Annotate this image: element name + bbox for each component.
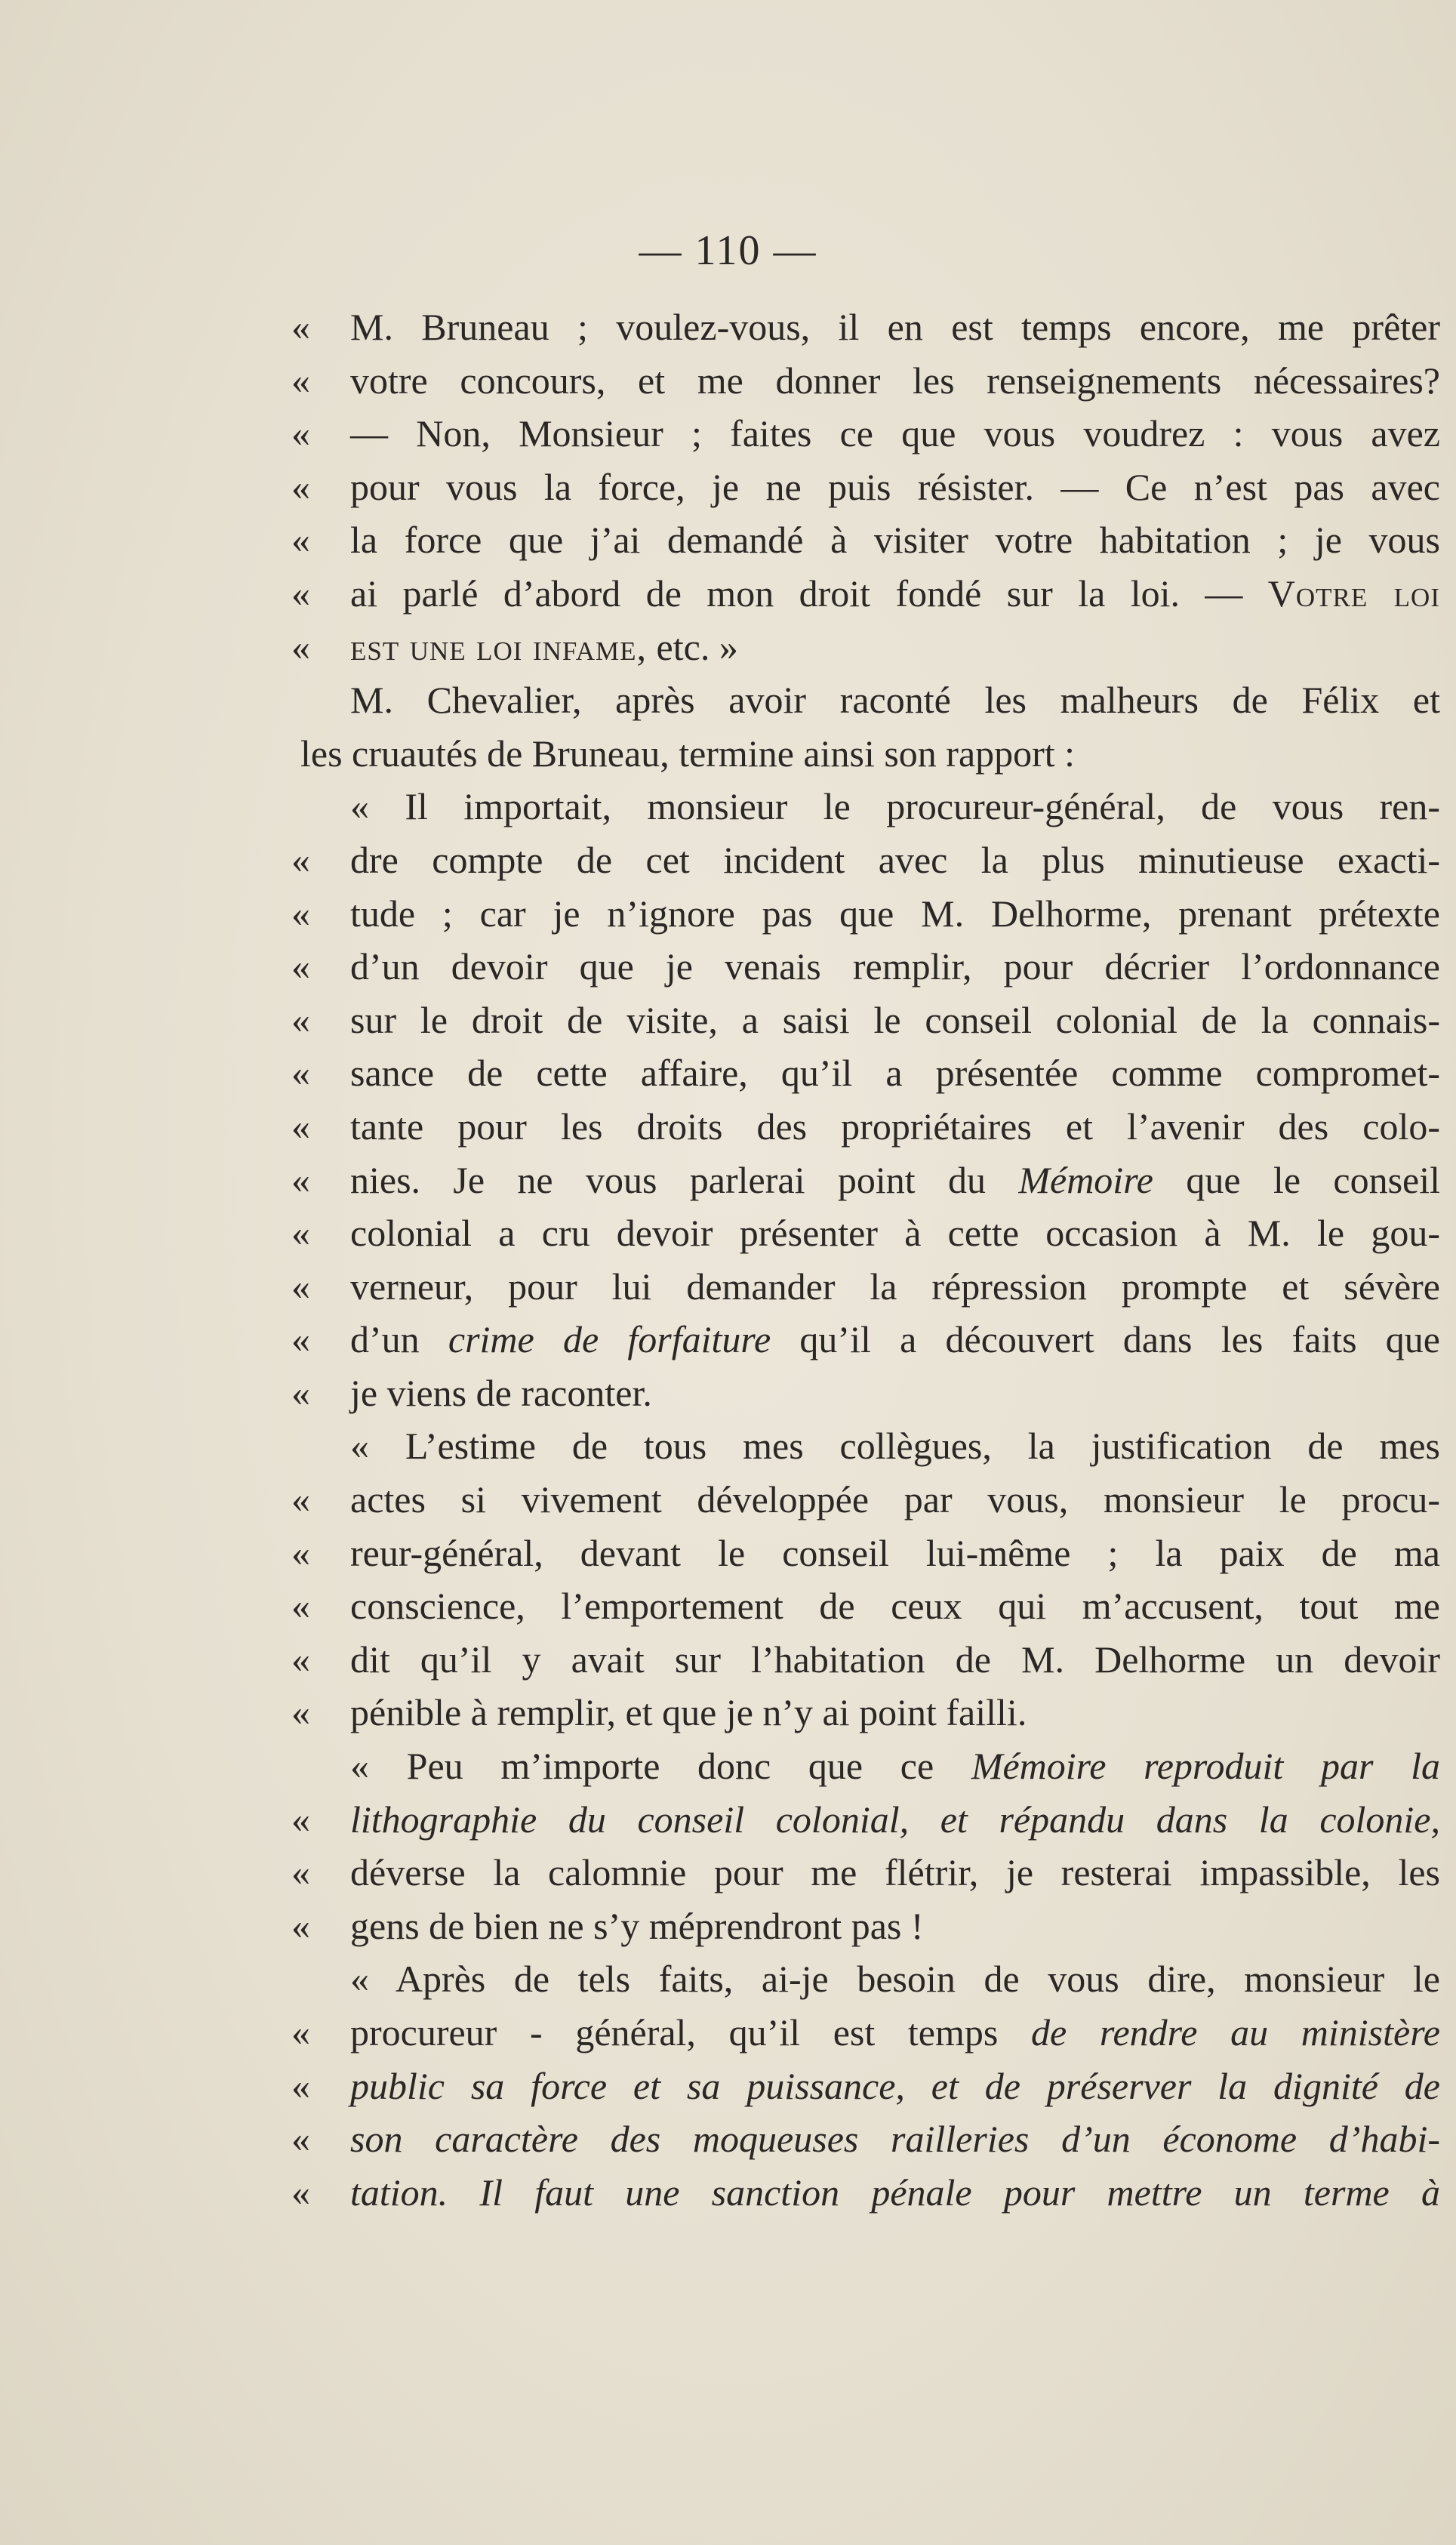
italic-text: de rendre au ministère: [1031, 2011, 1441, 2054]
text-line: [291, 300, 1440, 354]
text-line: [291, 1633, 1440, 1687]
text-line: [291, 354, 1440, 408]
text-line: [291, 407, 1440, 461]
text-line: [300, 1419, 1440, 1473]
quote-mark: «: [291, 892, 310, 935]
quote-mark: «: [291, 1638, 310, 1681]
text-line: [291, 1260, 1440, 1314]
line-text: [350, 2060, 1440, 2113]
quote-mark: «: [291, 838, 310, 881]
text-segment: d’un devoir que je venais remplir, pour décrier l’ordonnance: [350, 945, 1440, 988]
text-segment: conscience, l’emportement de ceux qui m’accusent, tout me: [350, 1585, 1440, 1628]
text-line: [291, 940, 1440, 994]
text-segment: la force que j’ai demandé à visiter votre habitation ; je vous: [350, 519, 1440, 562]
line-text: [350, 833, 1440, 887]
text-line: [300, 780, 1440, 833]
quote-mark: «: [291, 519, 310, 562]
page-number: — 110 —: [639, 227, 817, 274]
line-text: [350, 1366, 1440, 1420]
text-line: [291, 1154, 1440, 1207]
quote-mark: «: [291, 1105, 310, 1148]
line-text: [350, 354, 1440, 408]
quote-mark: «: [291, 1851, 310, 1894]
text-segment: M. Bruneau ; voulez-vous, il en est temps encore, me prêter: [350, 306, 1440, 348]
text-line: [291, 1846, 1440, 1900]
text-segment: les cruautés de Bruneau, termine ainsi son rapport :: [300, 732, 1076, 775]
line-text: [350, 461, 1440, 514]
line-text: [350, 1100, 1440, 1154]
text-segment: M. Chevalier, après avoir raconté les malheurs de Félix et: [350, 679, 1440, 722]
text-segment: pénible à remplir, et que je n’y ai point failli.: [350, 1691, 1027, 1734]
line-text: [350, 2112, 1440, 2166]
text-segment: procureur - général, qu’il est temps: [350, 2011, 1031, 2054]
text-segment: pour vous la force, je ne puis résister. — Ce n’est pas avec: [350, 465, 1440, 508]
line-text: [300, 1419, 1440, 1473]
line-text: [350, 300, 1440, 354]
text-segment: ai parlé d’abord de mon droit fondé sur la loi. —: [350, 572, 1268, 615]
quote-mark: «: [291, 945, 310, 988]
quote-mark: «: [291, 1904, 310, 1947]
italic-text: tation. Il faut une sanction pénale pour mettre un terme à: [350, 2171, 1440, 2214]
text-segment: — Non, Monsieur ; faites ce que vous voudrez : vous avez: [350, 412, 1440, 455]
text-line: [291, 461, 1440, 514]
body-text: [291, 300, 1441, 2219]
text-line: [300, 1952, 1440, 2006]
line-text: [350, 1793, 1440, 1847]
italic-text: son caractère des moqueuses railleries d’un économe d’habi-: [350, 2118, 1440, 2161]
quote-mark: «: [291, 1158, 310, 1201]
text-line: [291, 887, 1440, 941]
text-line: [291, 1793, 1440, 1847]
text-line: [291, 2112, 1440, 2166]
quote-mark: «: [291, 465, 310, 508]
text-line: [291, 1527, 1440, 1580]
text-line: [291, 567, 1440, 621]
text-line: [291, 1686, 1440, 1739]
line-text: [350, 2166, 1440, 2220]
small-caps-text: Votre loi: [1267, 572, 1440, 615]
text-segment: « Après de tels faits, ai-je besoin de vous dire, monsieur le: [350, 1958, 1440, 2001]
italic-text: lithographie du conseil colonial, et répandu dans la colonie,: [350, 1798, 1440, 1841]
quote-mark: «: [291, 998, 310, 1041]
line-text: [350, 407, 1440, 461]
quote-mark: «: [291, 306, 310, 348]
text-segment: « Peu m’importe donc que ce: [350, 1745, 971, 1788]
line-text: [300, 780, 1440, 833]
text-line: [291, 1579, 1440, 1633]
quote-mark: «: [291, 2064, 310, 2107]
text-segment: tude ; car je n’ignore pas que M. Delhorme, prenant prétexte: [350, 892, 1440, 935]
line-text: [350, 1473, 1440, 1527]
text-segment: que le conseil: [1153, 1158, 1440, 1201]
text-line: [291, 2166, 1440, 2220]
text-segment: reur-général, devant le conseil lui-même ; la paix de ma: [350, 1531, 1440, 1574]
line-text: [350, 1686, 1440, 1739]
text-segment: tante pour les droits des propriétaires et l’avenir des colo-: [350, 1105, 1440, 1148]
text-segment: actes si vivement développée par vous, monsieur le procu-: [350, 1478, 1440, 1521]
line-text: [350, 1206, 1440, 1260]
line-text: [350, 1900, 1440, 1953]
line-text: [350, 1579, 1440, 1633]
line-text: [300, 727, 1440, 781]
text-line: [291, 1900, 1440, 1953]
text-segment: nies. Je ne vous parlerai point du: [350, 1158, 1019, 1201]
text-segment: sance de cette affaire, qu’il a présentée comme compromet-: [350, 1052, 1440, 1095]
line-text: [300, 1739, 1440, 1793]
text-line: [291, 2006, 1441, 2060]
text-line: [300, 673, 1440, 727]
text-line: [291, 1366, 1440, 1420]
text-line: [291, 1206, 1440, 1260]
line-text: [350, 567, 1440, 621]
line-text: [350, 1260, 1440, 1314]
italic-text: crime de forfaiture: [448, 1318, 771, 1361]
text-segment: etc. »: [647, 625, 738, 668]
quote-mark: «: [291, 1318, 310, 1361]
italic-text: public sa force et sa puissance, et de préserver la dignité de: [350, 2064, 1440, 2107]
text-segment: déverse la calomnie pour me flétrir, je resterai impassible, les: [350, 1851, 1440, 1894]
quote-mark: «: [291, 2011, 310, 2054]
quote-mark: «: [291, 412, 310, 455]
quote-mark: «: [291, 1212, 310, 1255]
text-line: [291, 2060, 1440, 2113]
quote-mark: «: [291, 1052, 310, 1095]
quote-mark: «: [291, 1371, 310, 1414]
text-line: [291, 833, 1440, 887]
quote-mark: «: [291, 1585, 310, 1628]
text-segment: colonial a cru devoir présenter à cette occasion à M. le gou-: [350, 1212, 1440, 1255]
text-line: [300, 727, 1440, 781]
line-text: [350, 1046, 1440, 1100]
text-segment: sur le droit de visite, a saisi le conseil colonial de la connais-: [350, 998, 1440, 1041]
small-caps-text: est une loi infame,: [350, 625, 648, 668]
quote-mark: «: [291, 1478, 310, 1521]
line-text: [350, 1633, 1440, 1687]
italic-text: Mémoire reproduit par la: [971, 1745, 1440, 1788]
text-segment: je viens de raconter.: [350, 1371, 652, 1414]
line-text: [350, 1527, 1440, 1580]
text-segment: verneur, pour lui demander la répression prompte et sévère: [350, 1265, 1440, 1308]
quote-mark: «: [291, 1265, 310, 1308]
text-line: [291, 513, 1440, 567]
text-segment: dre compte de cet incident avec la plus minutieuse exacti-: [350, 838, 1440, 881]
text-line: [291, 1473, 1440, 1527]
quote-mark: «: [291, 1691, 310, 1734]
text-segment: « Il importait, monsieur le procureur-général, de vous ren-: [350, 785, 1440, 828]
line-text: [300, 1952, 1440, 2006]
text-segment: qu’il a découvert dans les faits que: [771, 1318, 1441, 1361]
quote-mark: «: [291, 1798, 310, 1841]
italic-text: Mémoire: [1018, 1158, 1153, 1201]
line-text: [350, 621, 1440, 674]
text-segment: gens de bien ne s’y méprendront pas !: [350, 1904, 924, 1947]
text-segment: d’un: [350, 1318, 448, 1361]
text-line: [291, 1100, 1440, 1154]
line-text: [350, 1846, 1440, 1900]
quote-mark: «: [291, 359, 310, 402]
line-text: [300, 673, 1440, 727]
quote-mark: «: [291, 2118, 310, 2161]
text-line: [291, 1046, 1440, 1100]
text-line: [291, 994, 1440, 1047]
line-text: [350, 1313, 1440, 1366]
line-text: [350, 1154, 1440, 1207]
line-text: [350, 513, 1440, 567]
quote-mark: «: [291, 1531, 310, 1574]
text-segment: votre concours, et me donner les renseignements nécessaires?: [350, 359, 1440, 402]
quote-mark: «: [291, 625, 310, 668]
text-segment: dit qu’il y avait sur l’habitation de M. Delhorme un devoir: [350, 1638, 1440, 1681]
quote-mark: «: [291, 2171, 310, 2214]
line-text: [350, 887, 1440, 941]
text-line: [291, 621, 1440, 674]
line-text: [350, 940, 1440, 994]
quote-mark: «: [291, 572, 310, 615]
text-segment: « L’estime de tous mes collègues, la justification de mes: [350, 1425, 1440, 1468]
line-text: [350, 2006, 1440, 2060]
text-line: [300, 1739, 1440, 1793]
text-line: [291, 1313, 1441, 1366]
line-text: [350, 994, 1440, 1047]
